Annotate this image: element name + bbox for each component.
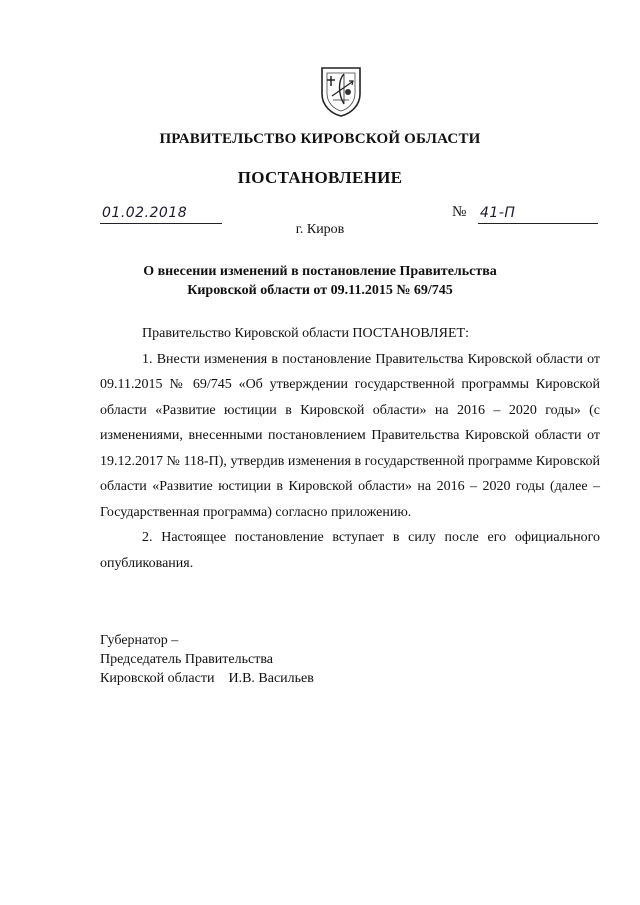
- subject-line-1: О внесении изменений в постановление Правительства: [143, 264, 497, 279]
- document-number: 41-П: [480, 205, 516, 221]
- document-type-title: ПОСТАНОВЛЕНИЕ: [237, 168, 403, 187]
- kirov-oblast-coat-of-arms-icon: [318, 64, 364, 118]
- signature-position-line-1: Губернатор –: [100, 633, 179, 648]
- number-sign: №: [452, 204, 467, 220]
- org-title: ПРАВИТЕЛЬСТВО КИРОВСКОЙ ОБЛАСТИ: [159, 131, 481, 147]
- document-number-field: [478, 203, 598, 224]
- document-date-field: [100, 203, 222, 224]
- signature-position-line-3: [100, 669, 314, 688]
- subject-line-2: Кировской области от 09.11.2015 № 69/745: [187, 283, 453, 298]
- signer-name: И.В. Васильев: [228, 671, 314, 686]
- paragraph-item-2: 2. Настоящее постановление вступает в силу после его официального опубликования.: [100, 530, 600, 571]
- document-date: 01.02.2018: [102, 205, 188, 221]
- document-body: [100, 321, 600, 576]
- signature-position-line-2: Председатель Правительства: [100, 652, 273, 667]
- preamble-paragraph: Правительство Кировской области ПОСТАНОВЛЯЕТ:: [142, 326, 469, 341]
- signature-region: Кировской области: [100, 671, 215, 686]
- document-subject: [100, 262, 540, 300]
- city: г. Киров: [295, 222, 345, 237]
- signature-block: [100, 631, 314, 688]
- paragraph-item-1: 1. Внести изменения в постановление Правительства Кировской области от 09.11.2015 № 69/745 «Об утверждении государственной программы Кировской области «Развитие юстиции в Кировской области» на 2016 – 2020 годы» (с изменениями, внесенными постановлением Правительства Кировской области от 19.12.2017 № 118-П), утвердив изменения в государственной программе Кировской области «Развитие юстиции в Кировской области» на 2016 – 2020 годы (далее – Государственная программа) согласно приложению.: [100, 351, 600, 520]
